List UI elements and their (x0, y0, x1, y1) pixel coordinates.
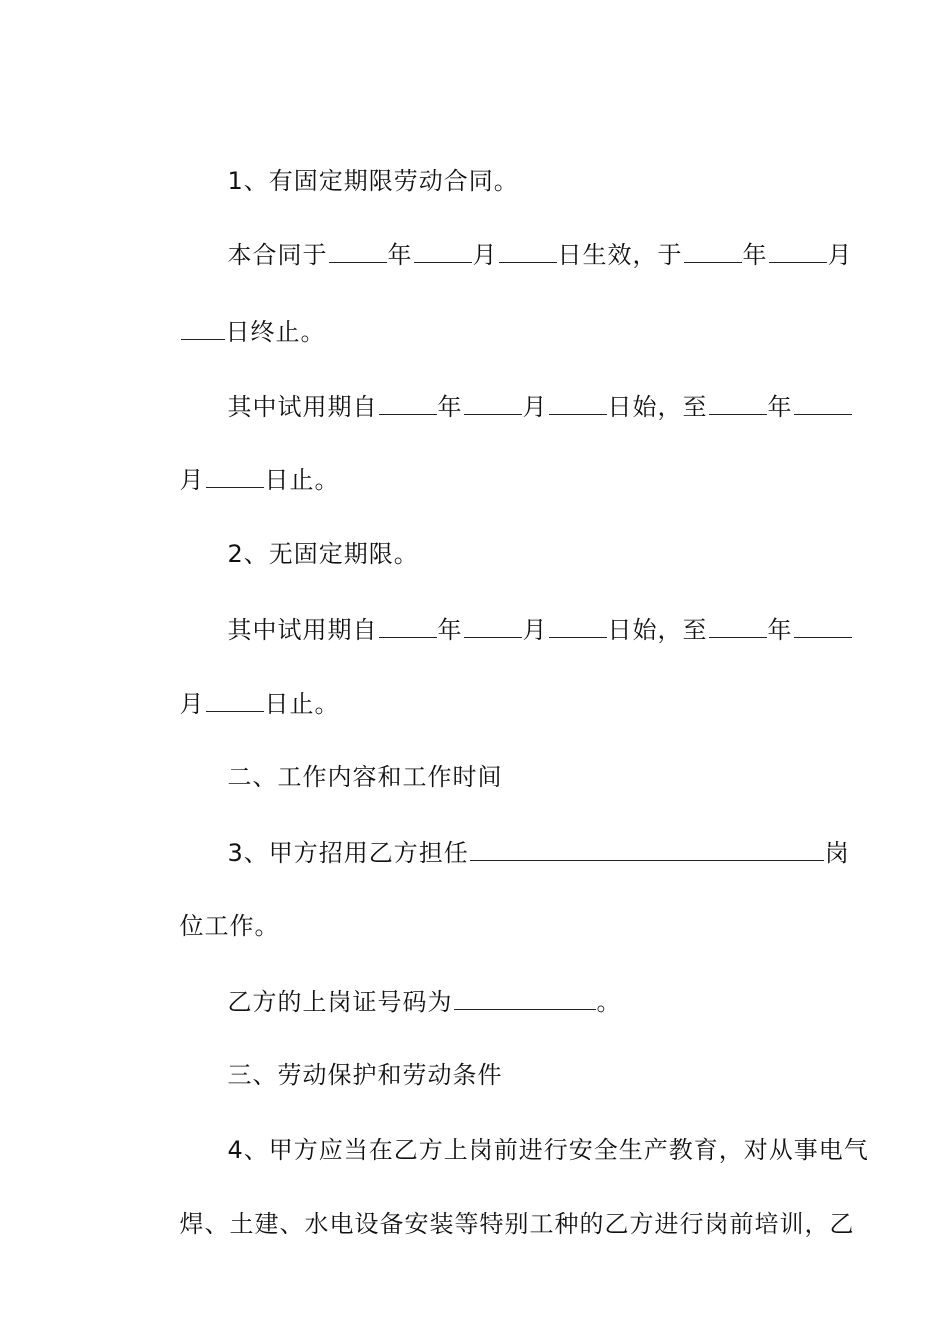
year-blank[interactable] (379, 615, 437, 638)
text: 其中试用期自 (227, 616, 378, 644)
clause-4-continuation (145, 1182, 855, 1266)
year-blank[interactable] (684, 240, 742, 263)
probation-end-line-2 (145, 661, 340, 746)
text: 年 (767, 616, 793, 644)
clause-3-line (193, 810, 850, 895)
text: 年 (387, 241, 413, 269)
text: 月 (179, 690, 205, 718)
year-blank[interactable] (709, 615, 767, 638)
text: 年 (767, 393, 793, 421)
month-blank[interactable] (414, 240, 472, 263)
text: 日终止。 (225, 318, 326, 346)
text: 三、劳动保护和劳动条件 (227, 1061, 503, 1089)
text: 月 (827, 241, 853, 269)
clause-3-continuation (145, 884, 280, 968)
day-blank[interactable] (181, 317, 225, 340)
day-blank[interactable] (549, 392, 607, 415)
probation-line-2 (193, 587, 853, 672)
day-blank[interactable] (499, 240, 557, 263)
text: 位工作。 (179, 912, 280, 940)
text: 年 (742, 241, 768, 269)
contract-end-line (145, 289, 326, 374)
certificate-line (193, 959, 622, 1044)
certificate-number-blank[interactable] (454, 987, 596, 1010)
text: 月 (522, 393, 548, 421)
month-blank[interactable] (794, 392, 852, 415)
probation-end-line (145, 437, 340, 522)
text: 岗 (824, 839, 850, 867)
text: 日始，至 (607, 616, 708, 644)
text: 1、有固定期限劳动合同。 (227, 167, 519, 195)
text: 。 (596, 988, 622, 1016)
text: 日止。 (264, 690, 340, 718)
clause-2-heading (193, 512, 419, 596)
day-blank[interactable] (206, 465, 264, 488)
day-blank[interactable] (206, 689, 264, 712)
year-blank[interactable] (709, 392, 767, 415)
text: 本合同于 (227, 241, 328, 269)
contract-effective-line (193, 212, 853, 297)
text: 日止。 (264, 466, 340, 494)
year-blank[interactable] (329, 240, 387, 263)
text: 月 (522, 616, 548, 644)
text: 4、甲方应当在乙方上岗前进行安全生产教育，对从事电气 (227, 1136, 869, 1164)
section-2-heading (193, 735, 503, 819)
text: 3、甲方招用乙方担任 (227, 839, 469, 867)
month-blank[interactable] (794, 615, 852, 638)
text: 2、无固定期限。 (227, 540, 419, 568)
text: 焊、土建、水电设备安装等特别工种的乙方进行岗前培训，乙 (179, 1210, 855, 1238)
clause-1-heading (193, 139, 519, 223)
text: 月 (179, 466, 205, 494)
month-blank[interactable] (769, 240, 827, 263)
text: 日始，至 (607, 393, 708, 421)
text: 月 (472, 241, 498, 269)
text: 年 (437, 393, 463, 421)
text: 年 (437, 616, 463, 644)
position-blank[interactable] (470, 838, 824, 861)
text: 其中试用期自 (227, 393, 378, 421)
section-3-heading (193, 1033, 503, 1117)
text: 二、工作内容和工作时间 (227, 763, 503, 791)
month-blank[interactable] (464, 392, 522, 415)
text: 日生效，于 (557, 241, 683, 269)
day-blank[interactable] (549, 615, 607, 638)
month-blank[interactable] (464, 615, 522, 638)
text: 乙方的上岗证号码为 (227, 988, 453, 1016)
clause-4-line (193, 1108, 869, 1192)
year-blank[interactable] (379, 392, 437, 415)
